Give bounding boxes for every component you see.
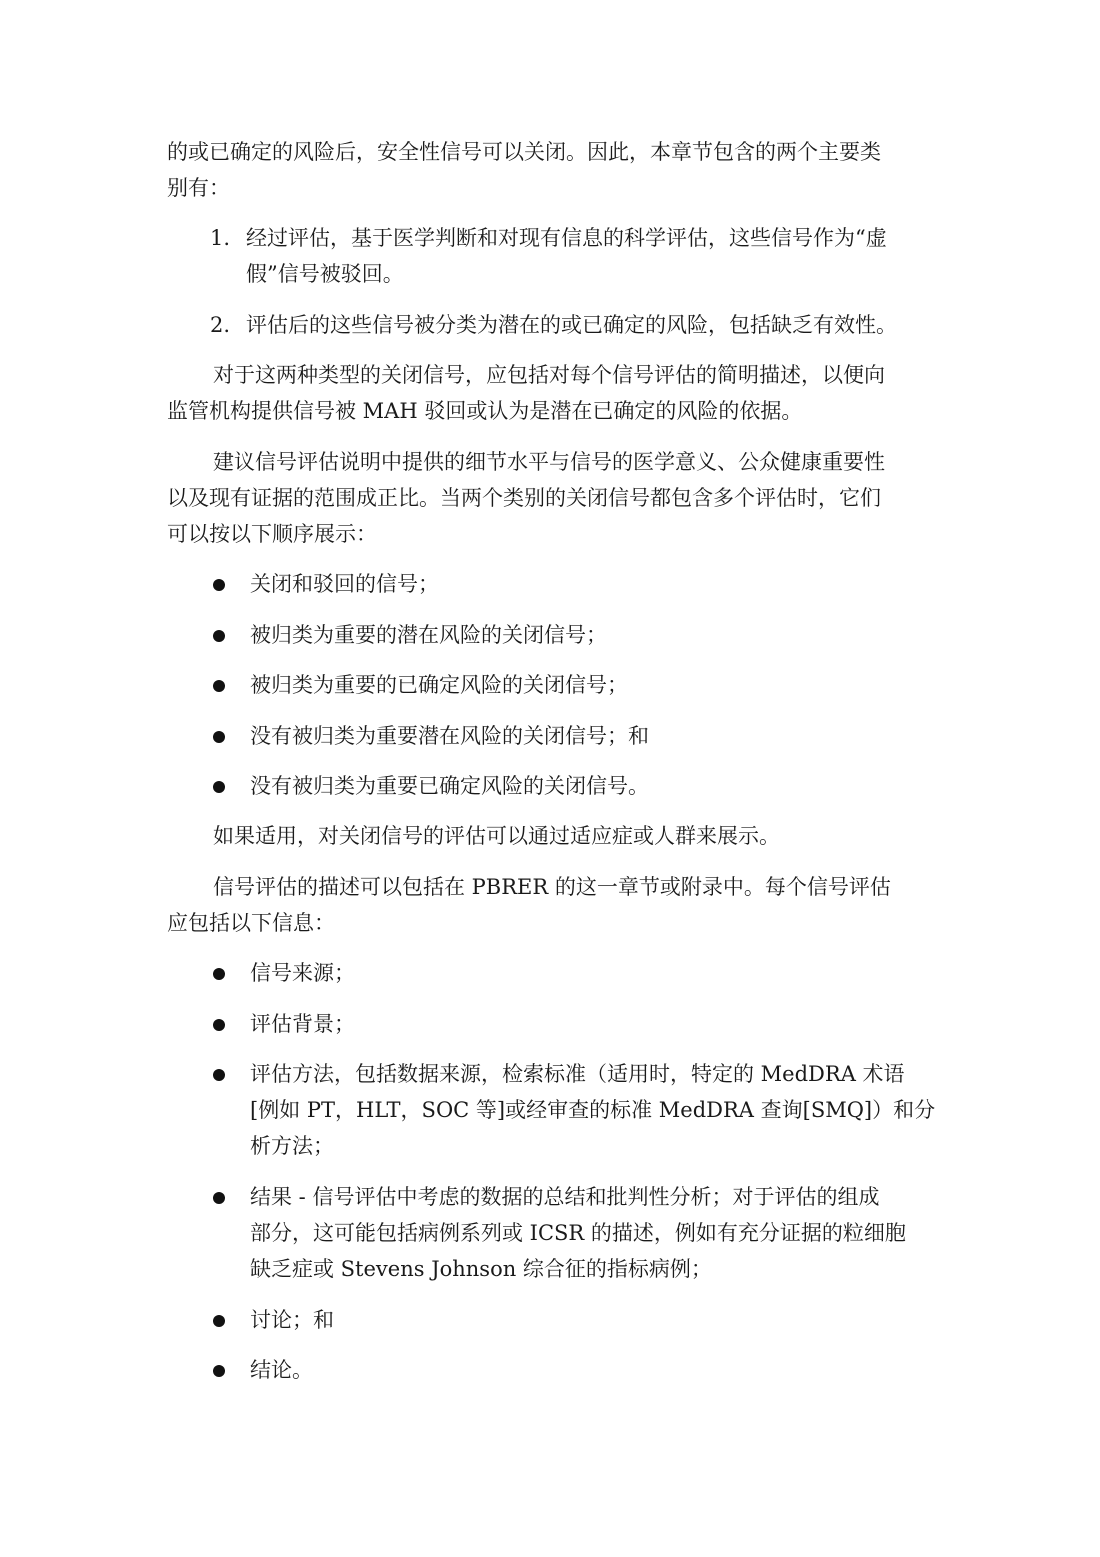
list-item-text [250, 1179, 936, 1287]
bullet-icon [213, 968, 225, 980]
list-item-line-3: 缺乏症或 Stevens Johnson 综合征的指标病例； [250, 1257, 712, 1281]
intro-paragraph [167, 134, 927, 206]
list-number: 2. [210, 313, 231, 337]
paragraph-line-1: 对于这两种类型的关闭信号，应包括对每个信号评估的简明描述，以便向 [213, 363, 885, 387]
intro-line-2: 别有： [167, 176, 230, 200]
bullet-icon [213, 579, 225, 591]
list-item-text: 没有被归类为重要已确定风险的关闭信号。 [250, 774, 649, 798]
bullet-icon [213, 1192, 225, 1204]
list-item-text: 评估后的这些信号被分类为潜在的或已确定的风险，包括缺乏有效性。 [246, 313, 897, 337]
list-item-line-1: 经过评估，基于医学判断和对现有信息的科学评估，这些信号作为“虚 [246, 226, 887, 250]
list-item-line-1: 结果 - 信号评估中考虑的数据的总结和批判性分析；对于评估的组成 [250, 1185, 880, 1209]
paragraph-line-2: 以及现有证据的范围成正比。当两个类别的关闭信号都包含多个评估时，它们 [167, 486, 881, 510]
list-item-text: 评估背景； [250, 1012, 355, 1036]
list-item-text: 讨论；和 [250, 1308, 334, 1332]
bullet-icon [213, 781, 225, 793]
list-item-text: 没有被归类为重要潜在风险的关闭信号；和 [250, 724, 649, 748]
description-paragraph [167, 869, 927, 941]
list-item-text [246, 220, 936, 292]
list-item-text: 被归类为重要的已确定风险的关闭信号； [250, 673, 628, 697]
list-item-text: 关闭和驳回的信号； [250, 572, 439, 596]
paragraph-line-2: 应包括以下信息： [167, 911, 335, 935]
bullet-icon [213, 731, 225, 743]
if-applicable-paragraph: 如果适用，对关闭信号的评估可以通过适应症或人群来展示。 [213, 824, 780, 848]
paragraph-line-1: 信号评估的描述可以包括在 PBRER 的这一章节或附录中。每个信号评估 [213, 875, 891, 899]
list-item-text [250, 1056, 936, 1164]
list-item-line-2: 假”信号被驳回。 [246, 262, 404, 286]
bullet-icon [213, 630, 225, 642]
list-item-text: 结论。 [250, 1358, 313, 1382]
list-item-line-2: 部分，这可能包括病例系列或 ICSR 的描述，例如有充分证据的粒细胞 [250, 1221, 906, 1245]
list-item-text: 信号来源； [250, 961, 355, 985]
detail-level-paragraph [167, 444, 927, 552]
closed-types-paragraph [167, 357, 927, 429]
list-number: 1. [210, 226, 231, 250]
paragraph-line-3: 可以按以下顺序展示： [167, 522, 377, 546]
list-item-line-3: 析方法； [250, 1134, 334, 1158]
bullet-icon [213, 1315, 225, 1327]
paragraph-line-1: 建议信号评估说明中提供的细节水平与信号的医学意义、公众健康重要性 [213, 450, 885, 474]
list-item-text: 被归类为重要的潜在风险的关闭信号； [250, 623, 607, 647]
bullet-icon [213, 1365, 225, 1377]
bullet-icon [213, 1019, 225, 1031]
bullet-icon [213, 680, 225, 692]
paragraph-line-2: 监管机构提供信号被 MAH 驳回或认为是潜在已确定的风险的依据。 [167, 399, 803, 423]
list-item-line-1: 评估方法，包括数据来源，检索标准（适用时，特定的 MedDRA 术语 [250, 1062, 905, 1086]
list-item-line-2: [例如 PT，HLT，SOC 等]或经审查的标准 MedDRA 查询[SMQ]）和分 [250, 1098, 936, 1122]
intro-line-1: 的或已确定的风险后，安全性信号可以关闭。因此，本章节包含的两个主要类 [167, 140, 881, 164]
bullet-icon [213, 1069, 225, 1081]
